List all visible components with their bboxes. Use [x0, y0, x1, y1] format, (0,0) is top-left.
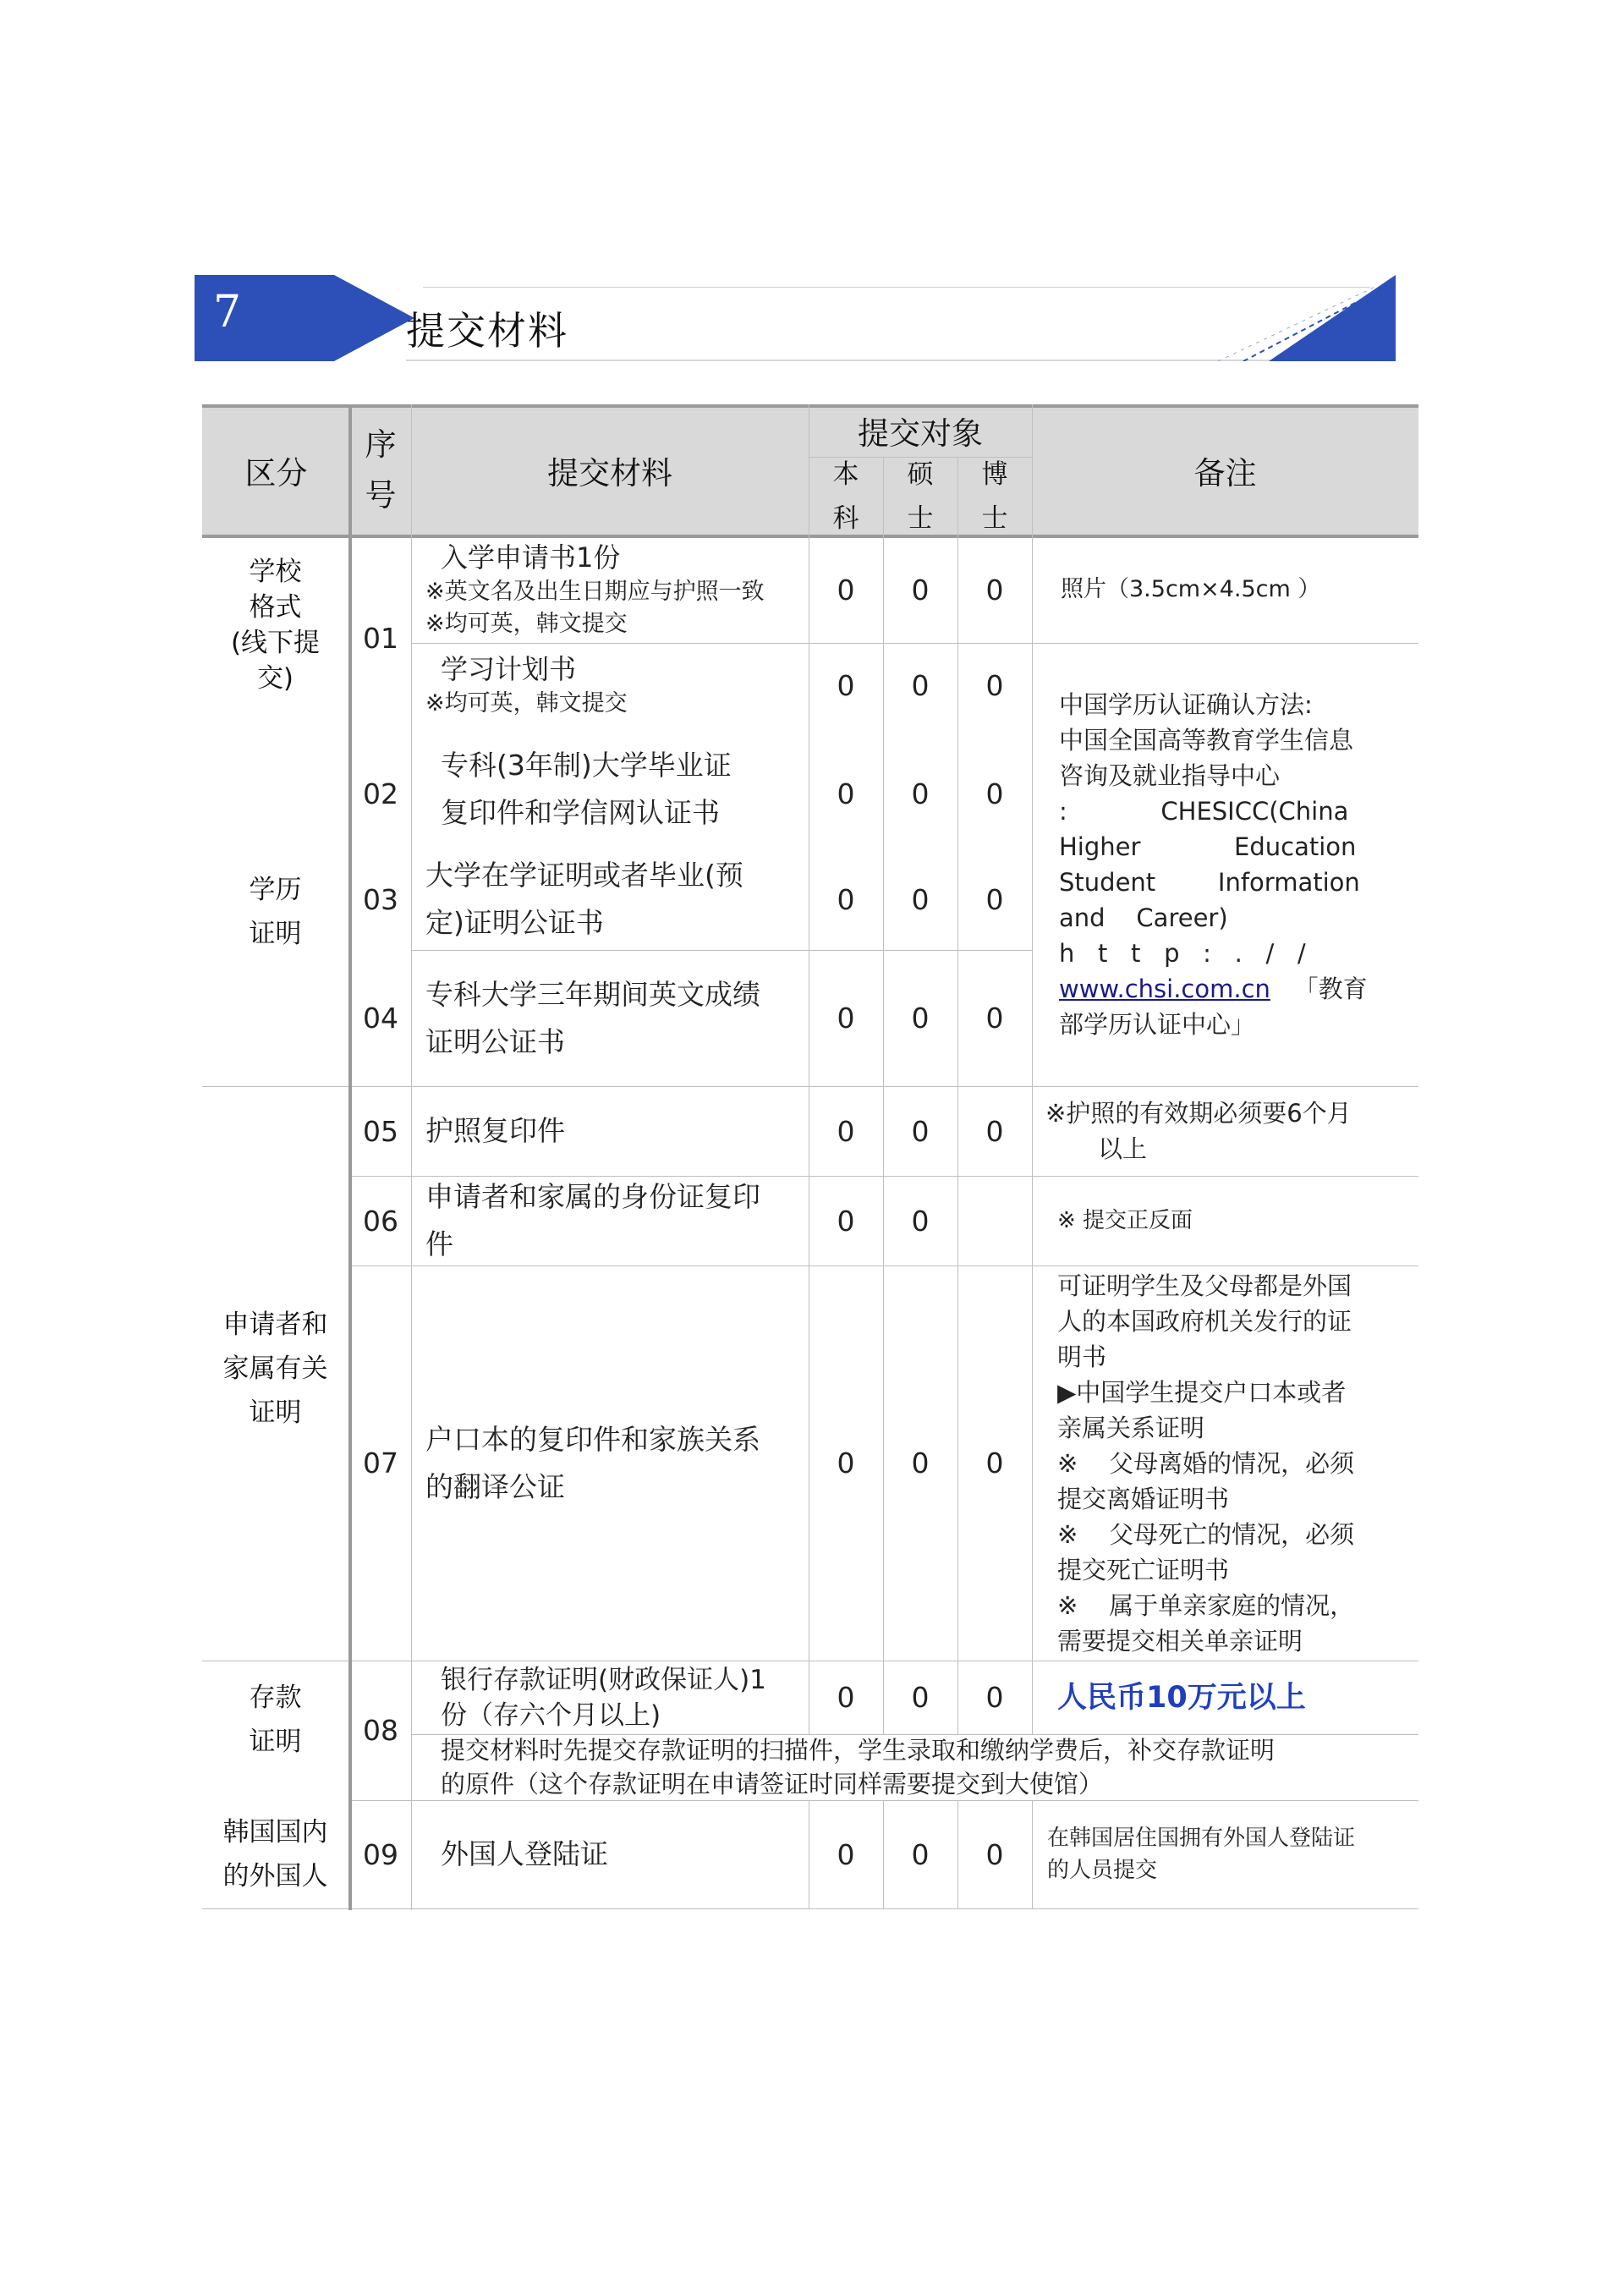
row-03-material-l2: 定)证明公证书 [425, 906, 604, 939]
header-seq [350, 404, 411, 536]
row-07-note-l7: 提交离婚证明书 [1057, 1484, 1230, 1513]
header-phd-2: 士 [981, 503, 1008, 534]
row-03-num [350, 848, 411, 950]
row-09-note-l1: 在韩国居住国拥有外国人登陆证 [1047, 1826, 1356, 1851]
row-02-phd-val: 0 [985, 777, 1004, 810]
row-04-material-l1: 专科大学三年期间英文成绩 [425, 977, 760, 1011]
rule-top [202, 404, 1418, 408]
edu-note-l9 [1059, 971, 1391, 1007]
header-category-label: 区分 [244, 455, 308, 491]
row-02-phd [957, 743, 1032, 844]
row-03-ms-val: 0 [911, 882, 930, 916]
category-deposit [202, 1673, 348, 1766]
row-04-num [350, 950, 411, 1086]
row-07-note-l5: 亲属关系证明 [1057, 1413, 1205, 1442]
row-05-phd [957, 1086, 1032, 1176]
row-01-ms-val: 0 [911, 573, 930, 607]
row-03-material [412, 848, 809, 950]
header-phd [957, 457, 1032, 536]
row-07-phd-val: 0 [985, 1447, 1004, 1480]
row-05-ms [883, 1086, 957, 1176]
row-08-note-text: 人民币10万元以上 [1057, 1680, 1306, 1715]
rule-target-sub [809, 457, 1032, 458]
row-02-material-l2: 复印件和学信网认证书 [441, 796, 720, 829]
row-08-note [1032, 1661, 1418, 1734]
row-09-phd [957, 1800, 1032, 1908]
category-family [202, 1301, 348, 1436]
row-06-ms [883, 1176, 957, 1266]
row-07-material-l1: 户口本的复印件和家族关系 [425, 1422, 760, 1456]
category-family-l3: 证明 [249, 1397, 302, 1428]
row-01b-material-note: ※均可英，韩文提交 [425, 690, 628, 717]
section-header [195, 275, 1396, 364]
row-09-material [412, 1800, 809, 1908]
header-materials [411, 404, 809, 536]
row-02-ug-val: 0 [837, 777, 855, 810]
row-08-num-text: 08 [363, 1714, 398, 1747]
category-school-format [202, 536, 348, 714]
row-04-ug [809, 950, 883, 1086]
category-school-format-l2: 格式 [249, 592, 302, 623]
row-05-num-text: 05 [363, 1114, 398, 1148]
edu-note-l2: 中国全国高等教育学生信息 [1059, 726, 1354, 755]
row-01-note-text: 照片（3.5cm×4.5cm ） [1061, 576, 1321, 602]
header-seq-line2: 号 [365, 477, 397, 513]
row-07-note-l6: ※ 父母离婚的情况，必须 [1057, 1448, 1355, 1478]
row-01-phd-val: 0 [985, 573, 1004, 607]
row-01-ug-val: 0 [837, 573, 855, 607]
row-08-ms [883, 1661, 957, 1734]
row-01-note [1032, 536, 1418, 643]
row-05-note-l1: ※护照的有效期必须要6个月 [1045, 1099, 1352, 1128]
row-08-material [412, 1661, 809, 1734]
row-07-note [1032, 1266, 1418, 1661]
row-01-num [350, 536, 411, 739]
row-05-note-l2: 以上 [1098, 1134, 1148, 1163]
row-07-ms-val: 0 [911, 1447, 930, 1480]
header-ug-1: 本 [832, 459, 859, 490]
row-09-ms [883, 1800, 957, 1908]
header-remarks [1032, 404, 1418, 536]
row-01b-phd [957, 643, 1032, 727]
row-03-ug [809, 848, 883, 950]
row-06-note [1032, 1176, 1418, 1266]
row-05-ms-val: 0 [911, 1114, 930, 1148]
section-number: 7 [213, 287, 242, 338]
row-01b-ug-val: 0 [837, 668, 855, 702]
section-number-box [195, 275, 334, 361]
header-ms-2: 士 [907, 503, 934, 534]
row-02-num [350, 743, 411, 844]
header-target [809, 404, 1032, 457]
row-07-note-l2: 人的本国政府机关发行的证 [1057, 1306, 1352, 1336]
row-06-num [350, 1176, 411, 1266]
row-01b-ms [883, 643, 957, 727]
row-01b-material-title: 学习计划书 [441, 653, 577, 685]
row-09-ug-val: 0 [837, 1837, 855, 1871]
row-05-phd-val: 0 [985, 1114, 1004, 1148]
row-02-num-text: 02 [363, 777, 398, 810]
row-01b-phd-val: 0 [985, 668, 1004, 702]
row-03-ug-val: 0 [837, 882, 855, 916]
row-07-material-l2: 的翻译公证 [425, 1469, 565, 1503]
row-05-material-text: 护照复印件 [425, 1114, 565, 1147]
row-04-ug-val: 0 [837, 1002, 855, 1035]
row-07-note-l11: 需要提交相关单亲证明 [1057, 1626, 1303, 1655]
row-09-ms-val: 0 [911, 1837, 930, 1871]
category-school-format-l3: (线下提 [230, 628, 321, 658]
row-09-material-text: 外国人登陆证 [441, 1837, 608, 1870]
row-06-material-l1: 申请者和家属的身份证复印 [425, 1180, 760, 1213]
row-04-phd-val: 0 [985, 1002, 1004, 1035]
section-title: 提交材料 [406, 308, 568, 354]
row-08-material-l2: 份（存六个月以上) [441, 1699, 661, 1731]
row-08-span-l1: 提交材料时先提交存款证明的扫描件，学生录取和缴纳学费后，补交存款证明 [441, 1736, 1276, 1765]
row-01-phd [957, 536, 1032, 643]
row-03-phd-val: 0 [985, 882, 1004, 916]
row-02-ms [883, 743, 957, 844]
row-07-material [412, 1266, 809, 1661]
category-foreigner [202, 1804, 348, 1904]
header-category [202, 404, 350, 536]
row-09-phd-val: 0 [985, 1837, 1004, 1871]
edu-note-l10: 部学历认证中心」 [1059, 1010, 1256, 1039]
row-06-material-l2: 件 [425, 1227, 453, 1260]
row-02-material-l1: 专科(3年制)大学毕业证 [441, 749, 732, 782]
header-ug-2: 科 [832, 503, 859, 534]
row-07-num [350, 1266, 411, 1661]
row-09-note [1032, 1800, 1418, 1908]
row-06-material [412, 1176, 809, 1266]
header-seq-line1: 序 [365, 426, 397, 463]
row-09-ug [809, 1800, 883, 1908]
edu-note-l7: and Career) [1059, 903, 1228, 932]
row-07-ug-val: 0 [837, 1447, 855, 1480]
row-07-phd [957, 1266, 1032, 1661]
row-01b-ms-val: 0 [911, 668, 930, 702]
row-07-note-l9: 提交死亡证明书 [1057, 1555, 1230, 1584]
category-education [202, 861, 348, 963]
row-06-ug [809, 1176, 883, 1266]
row-04-material [412, 950, 809, 1086]
materials-table [202, 404, 1418, 1910]
row-05-num [350, 1086, 411, 1176]
row-09-note-l2: 的人员提交 [1047, 1858, 1158, 1883]
row-05-material [412, 1086, 809, 1176]
category-deposit-l2: 证明 [249, 1727, 302, 1757]
category-foreigner-l1: 韩国国内 [222, 1817, 328, 1848]
edu-note-l5: Higher Education [1059, 832, 1357, 861]
header-target-label: 提交对象 [858, 415, 983, 452]
row-01-material-note2: ※均可英，韩文提交 [425, 611, 628, 637]
row-01-material-note1: ※英文名及出生日期应与护照一致 [425, 579, 765, 605]
row-07-note-l10: ※ 属于单亲家庭的情况， [1057, 1590, 1355, 1620]
row-01-material-title: 入学申请书1份 [441, 541, 621, 574]
category-deposit-l1: 存款 [249, 1683, 302, 1713]
row-01-ms [883, 536, 957, 643]
row-08-num [350, 1661, 411, 1800]
row-08-material-l1: 银行存款证明(财政保证人)1 [441, 1664, 766, 1695]
header-phd-1: 博 [981, 459, 1008, 490]
row-08-ms-val: 0 [911, 1681, 930, 1714]
row-04-phd [957, 950, 1032, 1086]
edu-note-l1: 中国学历认证确认方法: [1059, 690, 1313, 719]
row-02-ms-val: 0 [911, 777, 930, 810]
row-08-ug-val: 0 [837, 1681, 855, 1714]
row-08-span-l2: 的原件（这个存款证明在申请签证时同样需要提交到大使馆） [441, 1770, 1104, 1798]
edu-note-l9b: 「教育 [1293, 975, 1368, 1003]
row-02-ug [809, 743, 883, 844]
row-01b-material [412, 643, 809, 727]
row-03-phd [957, 848, 1032, 950]
row-05-ug [809, 1086, 883, 1176]
row-03-num-text: 03 [363, 882, 398, 916]
row-05-note [1032, 1086, 1418, 1176]
row-05-ug-val: 0 [837, 1114, 855, 1148]
category-family-l2: 家属有关 [222, 1353, 328, 1384]
row-04-num-text: 04 [363, 1002, 398, 1035]
row-07-ug [809, 1266, 883, 1661]
row-06-num-text: 06 [363, 1204, 398, 1238]
row-09-num-text: 09 [363, 1837, 398, 1871]
category-education-l2: 证明 [249, 919, 302, 949]
row-07-note-l3: 明书 [1057, 1342, 1107, 1371]
section-arrow-decoration [334, 275, 414, 361]
row-08-phd [957, 1661, 1032, 1734]
row-01-num-text: 01 [363, 621, 398, 655]
row-06-ug-val: 0 [837, 1204, 855, 1238]
row-07-note-l8: ※ 父母死亡的情况，必须 [1057, 1519, 1355, 1549]
header-remarks-label: 备注 [1193, 455, 1257, 491]
category-education-l1: 学历 [249, 875, 302, 905]
row-08-span-note [412, 1734, 1418, 1800]
row-07-ms [883, 1266, 957, 1661]
row-08-ug [809, 1661, 883, 1734]
header-master [883, 457, 957, 536]
row-06-ms-val: 0 [911, 1204, 930, 1238]
edu-note-l3: 咨询及就业指导中心 [1059, 761, 1281, 790]
chsi-link[interactable]: www.chsi.com.cn [1059, 975, 1270, 1003]
row-03-ms [883, 848, 957, 950]
row-09-num [350, 1800, 411, 1908]
row-01-material [412, 536, 809, 643]
row-02-material [412, 734, 809, 844]
rule-bottom [202, 1908, 1418, 1909]
row-07-note-l4: ▶中国学生提交户口本或者 [1057, 1377, 1347, 1407]
row-01-ug [809, 536, 883, 643]
category-family-l1: 申请者和 [222, 1309, 328, 1340]
header-materials-label: 提交材料 [547, 455, 672, 491]
category-school-format-l4: 交) [256, 663, 294, 694]
row-06-note-text: ※ 提交正反面 [1057, 1208, 1193, 1233]
row-07-note-l1: 可证明学生及父母都是外国 [1057, 1271, 1352, 1300]
row-04-ms [883, 950, 957, 1086]
header-undergrad [809, 457, 883, 536]
row-08-phd-val: 0 [985, 1681, 1004, 1714]
row-07-num-text: 07 [363, 1447, 398, 1480]
header-corner-decoration [1193, 275, 1396, 361]
edu-note-l8: h t t p : . / / [1059, 939, 1306, 968]
edu-note-l6: Student Information [1059, 868, 1360, 897]
row-03-material-l1: 大学在学证明或者毕业(预 [425, 859, 743, 892]
category-school-format-l1: 学校 [249, 557, 302, 587]
category-foreigner-l2: 的外国人 [222, 1861, 328, 1891]
header-ms-1: 硕 [907, 459, 934, 490]
row-04-ms-val: 0 [911, 1002, 930, 1035]
education-note [1032, 643, 1418, 1086]
edu-note-l4: : CHESICC(China [1059, 797, 1349, 826]
row-04-material-l2: 证明公证书 [425, 1024, 565, 1058]
row-01b-ug [809, 643, 883, 727]
